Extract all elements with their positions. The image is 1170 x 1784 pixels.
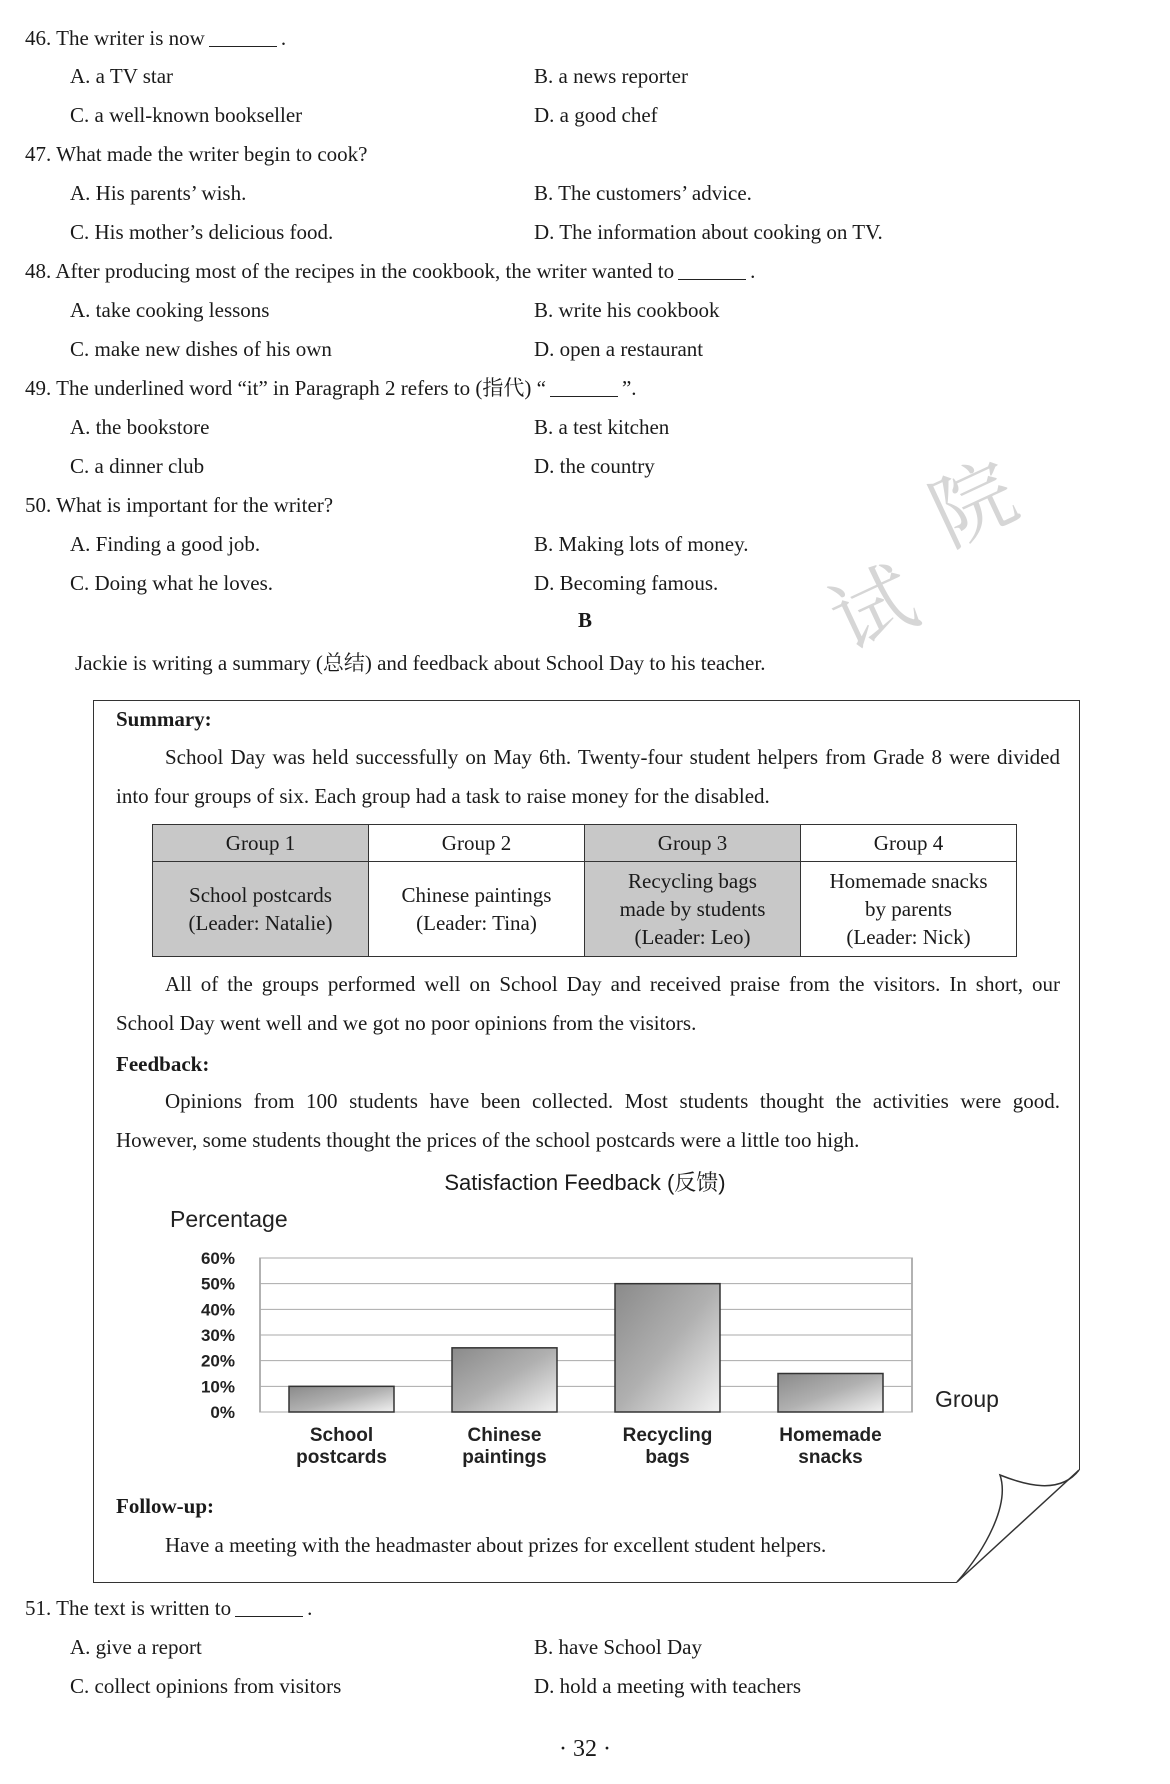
box-border bbox=[93, 1582, 957, 1583]
x-tick-label: snacks bbox=[798, 1447, 863, 1468]
followup-heading: Follow-up: bbox=[116, 1494, 215, 1518]
section-intro: Jackie is writing a summary (总结) and feedback about School Day to his teacher. bbox=[75, 651, 766, 675]
feedback-paragraph: Opinions from 100 students have been collected. Most students thought the activities were good. However, some students thought the prices of the school postcards were a little too high. bbox=[116, 1089, 1060, 1152]
y-tick-label: 40% bbox=[200, 1300, 235, 1320]
x-tick-label: paintings bbox=[462, 1447, 547, 1468]
table-header: Group 4 bbox=[801, 825, 1017, 862]
satisfaction-chart bbox=[160, 1195, 1020, 1475]
y-tick-label: 0% bbox=[210, 1403, 235, 1422]
table-cell: Recycling bags made by students (Leader: Leo) bbox=[585, 862, 801, 957]
followup-text: Have a meeting with the headmaster about prizes for excellent student helpers. bbox=[165, 1533, 827, 1557]
table-cell: Chinese paintings (Leader: Tina) bbox=[369, 862, 585, 957]
y-tick-label: 10% bbox=[200, 1377, 235, 1397]
watermark: 试 bbox=[816, 549, 932, 671]
y-tick-label: 20% bbox=[200, 1351, 235, 1371]
x-tick-label: bags bbox=[645, 1447, 690, 1468]
watermark: 院 bbox=[916, 444, 1032, 566]
chart-title: Satisfaction Feedback (反馈) bbox=[444, 1170, 726, 1195]
y-axis-label: Percentage bbox=[170, 1206, 288, 1232]
table-header: Group 2 bbox=[369, 825, 585, 862]
summary-heading: Summary: bbox=[116, 707, 212, 731]
page-number: · 32 · bbox=[559, 1736, 611, 1762]
x-tick-label: Chinese bbox=[467, 1425, 542, 1446]
bar bbox=[615, 1284, 720, 1412]
summary-paragraph: School Day was held successfully on May 6th. Twenty-four student helpers from Grade 8 were divided into four groups of six. Each group had a task to raise money for the disabled. bbox=[116, 745, 1060, 808]
x-tick-label: Homemade bbox=[779, 1425, 882, 1446]
feedback-heading: Feedback: bbox=[116, 1052, 210, 1076]
x-axis-label: Group bbox=[935, 1386, 999, 1412]
box-border bbox=[1079, 700, 1080, 1470]
x-tick-label: postcards bbox=[296, 1447, 387, 1468]
summary-paragraph-2: All of the groups performed well on School Day and received praise from the visitors. In short, our School Day went well and we got no poor opinions from the visitors. bbox=[116, 972, 1060, 1035]
bar bbox=[289, 1386, 394, 1412]
table-cell: School postcards (Leader: Natalie) bbox=[153, 862, 369, 957]
page-curl-icon bbox=[950, 1465, 1082, 1585]
table-header: Group 3 bbox=[585, 825, 801, 862]
y-tick-label: 60% bbox=[200, 1249, 235, 1268]
table-cell: Homemade snacks by parents (Leader: Nick) bbox=[801, 862, 1017, 957]
y-tick-label: 30% bbox=[200, 1326, 235, 1345]
groups-table bbox=[152, 824, 1017, 957]
table-header: Group 1 bbox=[153, 825, 369, 862]
y-tick-label: 50% bbox=[200, 1274, 235, 1294]
bar bbox=[778, 1374, 883, 1413]
bar bbox=[452, 1348, 557, 1412]
x-tick-label: Recycling bbox=[622, 1425, 713, 1446]
x-tick-label: School bbox=[309, 1425, 374, 1446]
section-letter: B bbox=[577, 608, 592, 632]
